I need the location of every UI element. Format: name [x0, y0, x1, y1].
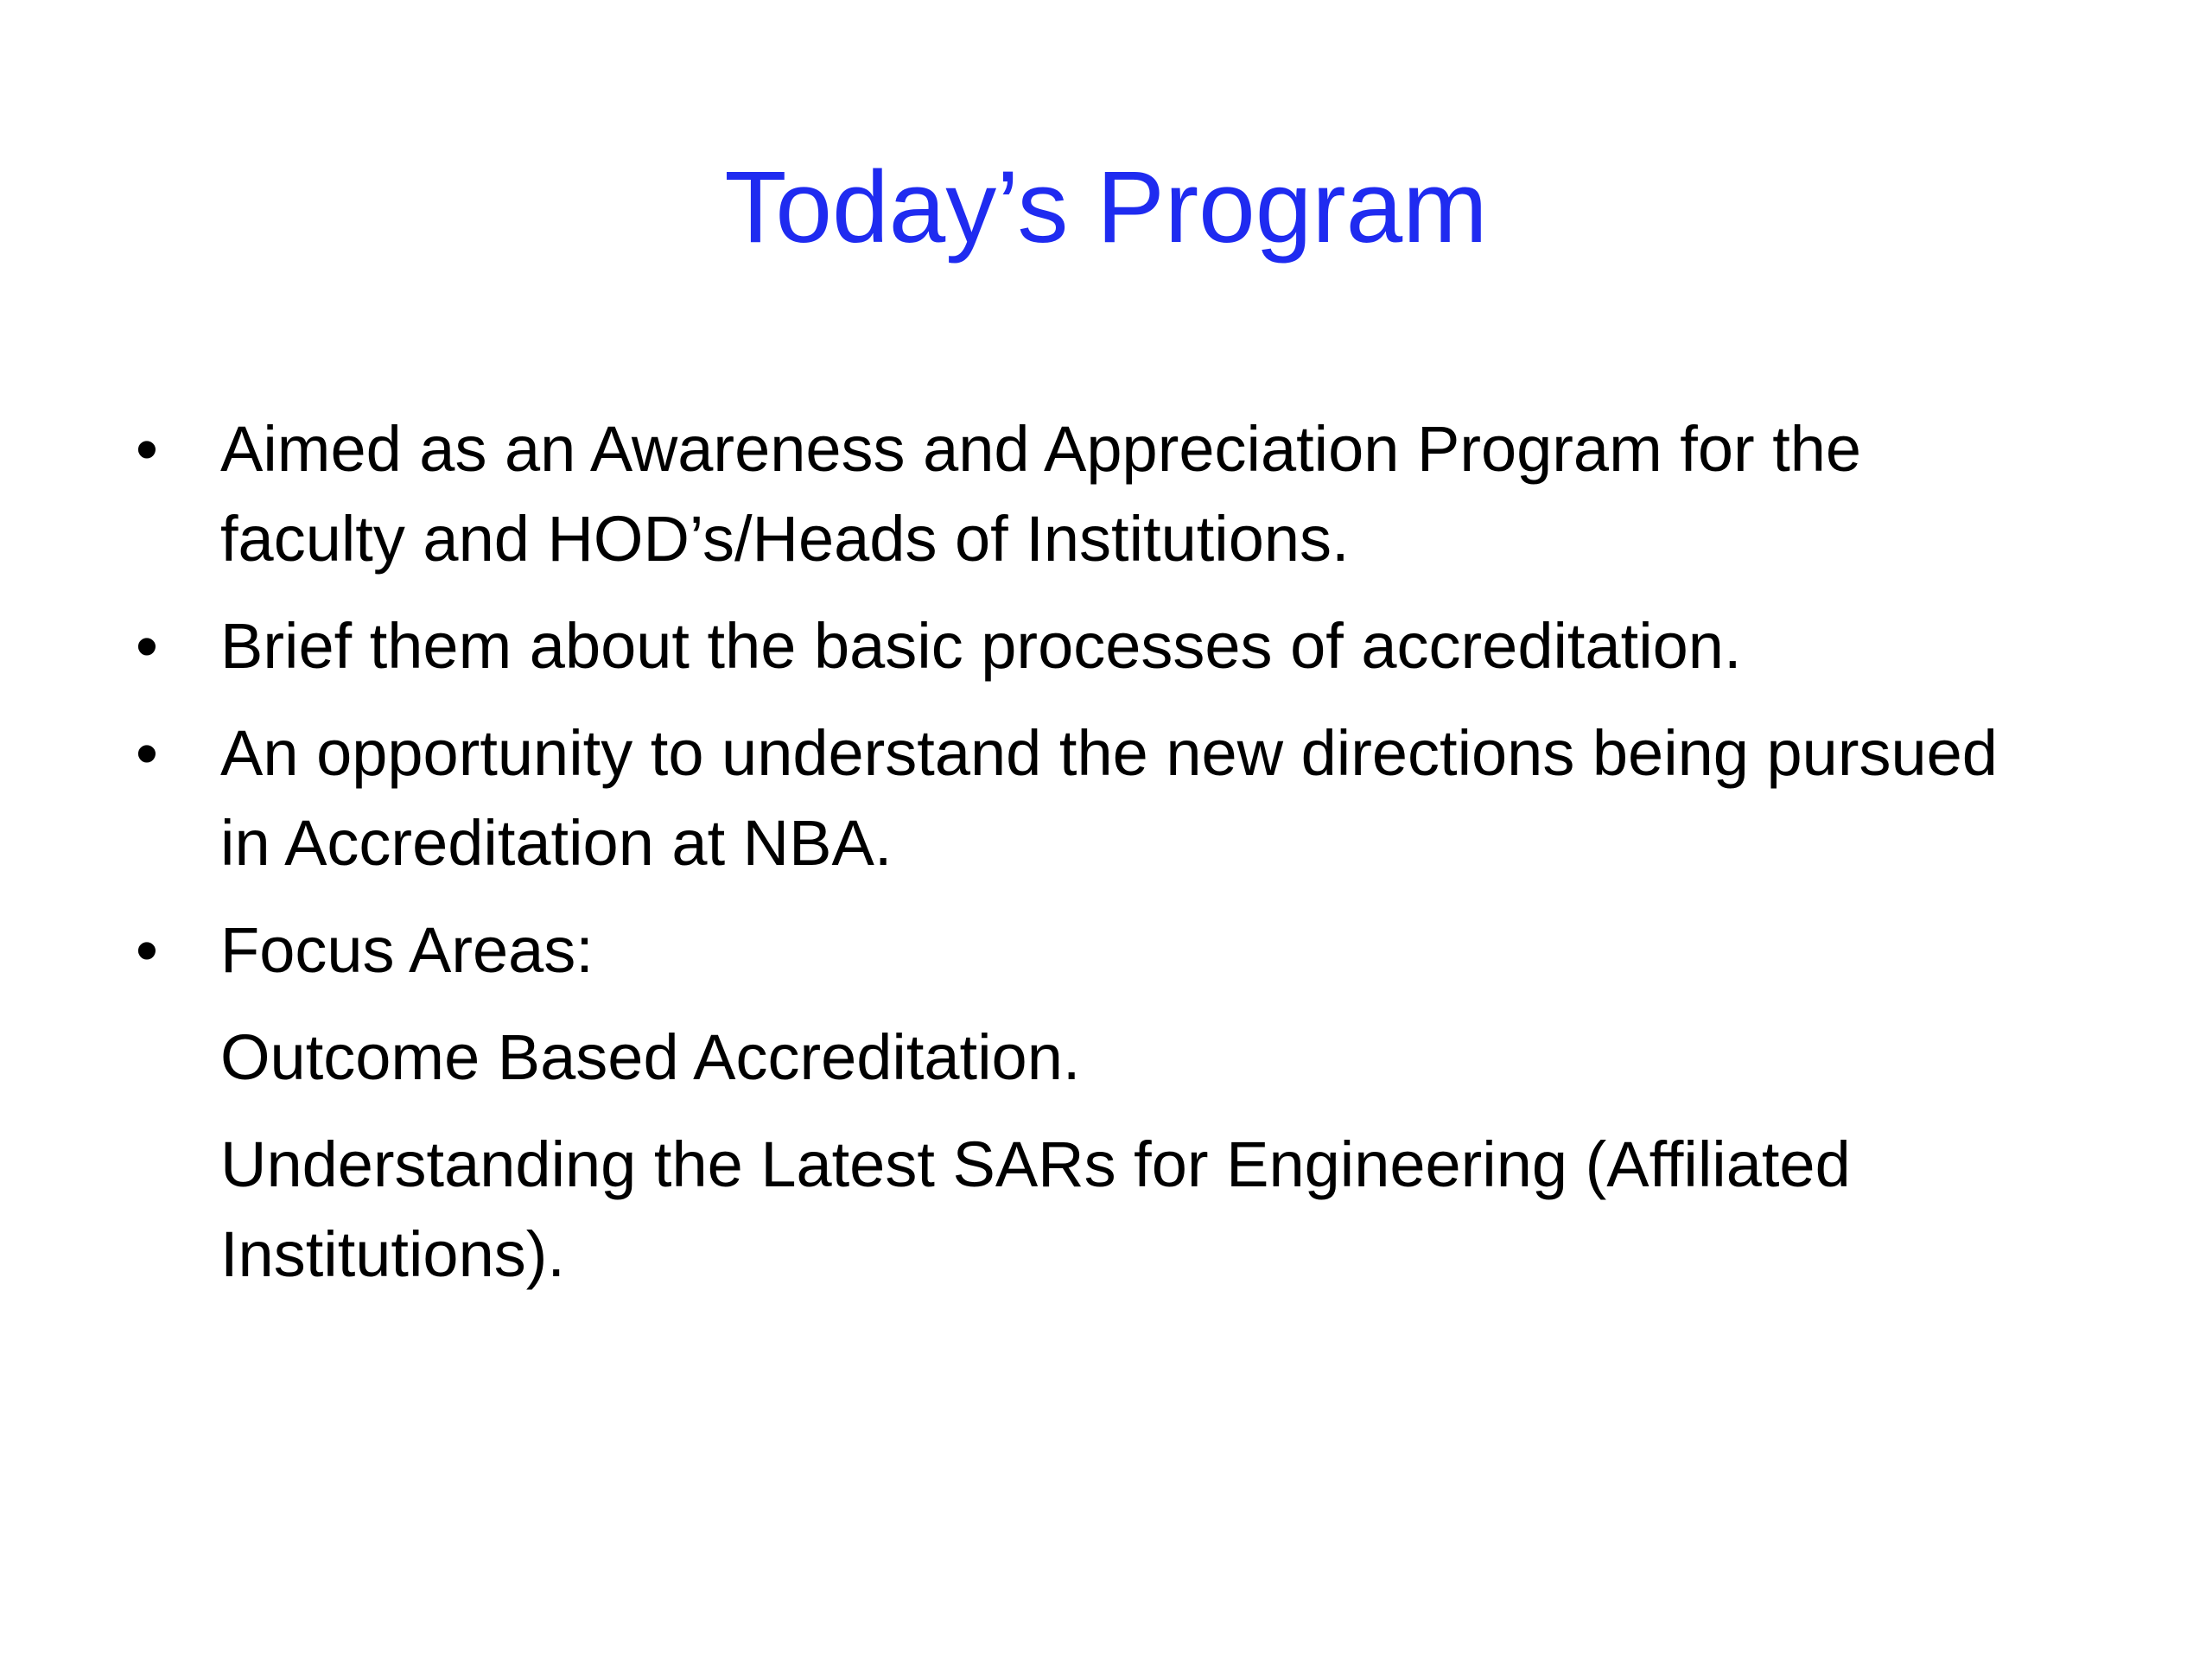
slide-content: [130, 404, 2013, 1300]
focus-area-item-1: [130, 1013, 2013, 1103]
bullet-item-1-text: Aimed as an Awareness and Appreciation Program for the faculty and HOD’s/Heads of Institutions.: [220, 413, 1862, 575]
slide-title: Today’s Program: [724, 150, 1488, 264]
focus-area-item-1-text: Outcome Based Accreditation.: [220, 1021, 1081, 1093]
bullet-item-2-text: Brief them about the basic processes of accreditation.: [220, 610, 1742, 682]
bullet-item-3: [130, 709, 2013, 888]
bullet-item-1: [130, 404, 2013, 584]
bullet-item-4: [130, 906, 2013, 995]
focus-area-item-2-text: Understanding the Latest SARs for Engineering (Affiliated Institutions).: [220, 1128, 1851, 1290]
focus-area-item-2: [130, 1120, 2013, 1300]
bullet-icon: •: [136, 914, 158, 986]
bullet-item-4-text: Focus Areas:: [220, 914, 594, 986]
bullet-item-3-text: An opportunity to understand the new directions being pursued in Accreditation at NBA.: [220, 717, 1998, 879]
bullet-icon: •: [136, 413, 158, 485]
bullet-item-2: [130, 601, 2013, 691]
bullet-icon: •: [136, 610, 158, 682]
bullet-icon: •: [136, 717, 158, 789]
